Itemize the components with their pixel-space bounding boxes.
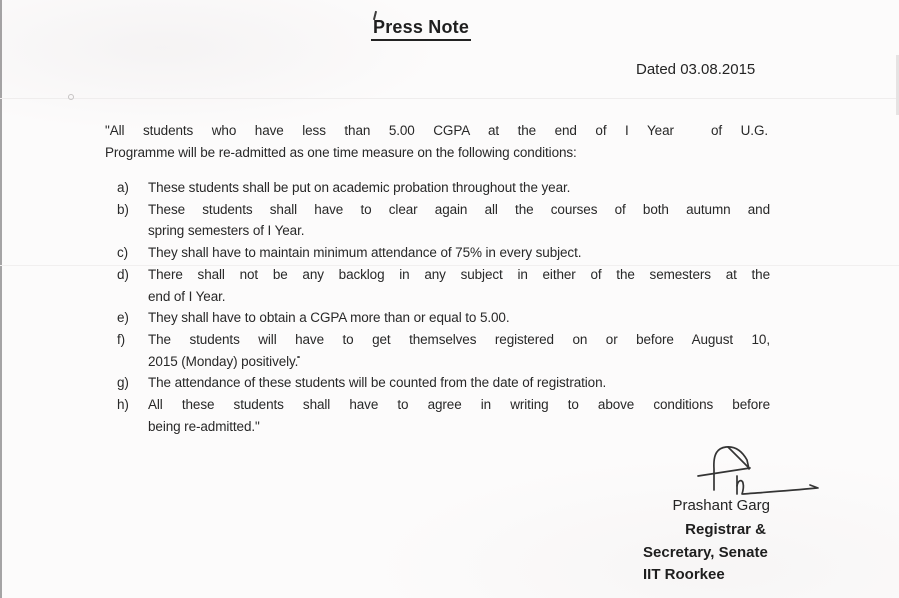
signature-role-line: Registrar &	[685, 521, 766, 538]
date-line: Dated 03.08.2015	[636, 61, 756, 78]
condition-line: The attendance of these students will be counted from the date of registration.	[148, 375, 607, 391]
signature-role-line: Secretary, Senate	[643, 543, 768, 561]
condition-text	[148, 372, 770, 394]
condition-item	[110, 242, 770, 264]
intro-paragraph	[105, 120, 768, 163]
signature-name: Prashant Garg	[672, 497, 770, 514]
condition-label: e)	[117, 310, 129, 326]
scanline-artifact	[0, 98, 899, 99]
condition-item	[110, 394, 770, 437]
condition-label: h)	[117, 397, 129, 413]
condition-item	[110, 177, 770, 199]
condition-label: g)	[117, 375, 129, 391]
signature-scribble	[690, 438, 830, 500]
condition-line: There shall not be any backlog in any subject in either of the semesters at the	[148, 266, 770, 282]
condition-line: being re-admitted."	[148, 418, 260, 434]
condition-text	[148, 307, 770, 329]
condition-line: The students will have to get themselves registered on or before August 10,	[148, 331, 770, 347]
condition-label: a)	[117, 180, 129, 195]
condition-item	[110, 329, 770, 372]
condition-line: end of I Year.	[148, 288, 226, 304]
signature-role-block	[643, 519, 770, 587]
scan-left-edge-artifact	[0, 0, 2, 598]
document-title: Press Note	[371, 17, 471, 41]
condition-item	[110, 264, 770, 307]
condition-label: f)	[117, 331, 126, 347]
condition-line: spring semesters of I Year.	[148, 223, 305, 239]
condition-text	[148, 329, 770, 372]
condition-line: 2015 (Monday) positively.	[148, 353, 299, 369]
condition-label: d)	[117, 266, 129, 282]
condition-text	[148, 242, 770, 264]
condition-line: They shall have to obtain a CGPA more than or equal to 5.00.	[148, 310, 510, 326]
condition-text	[148, 394, 770, 437]
signature-role-line: IIT Roorkee	[643, 566, 725, 583]
condition-label: b)	[117, 201, 129, 217]
intro-line: "All students who have less than 5.00 CGPA at the end of I Year of U.G.	[105, 123, 768, 138]
scan-speck-artifact	[68, 94, 74, 100]
intro-line: Programme will be re-admitted as one time measure on the following conditions:	[105, 144, 577, 160]
condition-item	[110, 372, 770, 394]
condition-label: c)	[117, 245, 129, 261]
condition-item	[110, 307, 770, 329]
condition-line: All these students shall have to agree in writing to above conditions before	[148, 397, 770, 413]
condition-line: They shall have to maintain minimum attendance of 75% in every subject.	[148, 245, 582, 261]
conditions-list	[110, 177, 770, 437]
condition-line: These students shall be put on academic probation throughout the year.	[148, 180, 571, 195]
condition-text	[148, 264, 770, 307]
condition-line: These students shall have to clear again all the courses of both autumn and	[148, 201, 770, 217]
condition-text	[148, 199, 770, 242]
condition-item	[110, 199, 770, 242]
condition-text	[148, 177, 770, 199]
